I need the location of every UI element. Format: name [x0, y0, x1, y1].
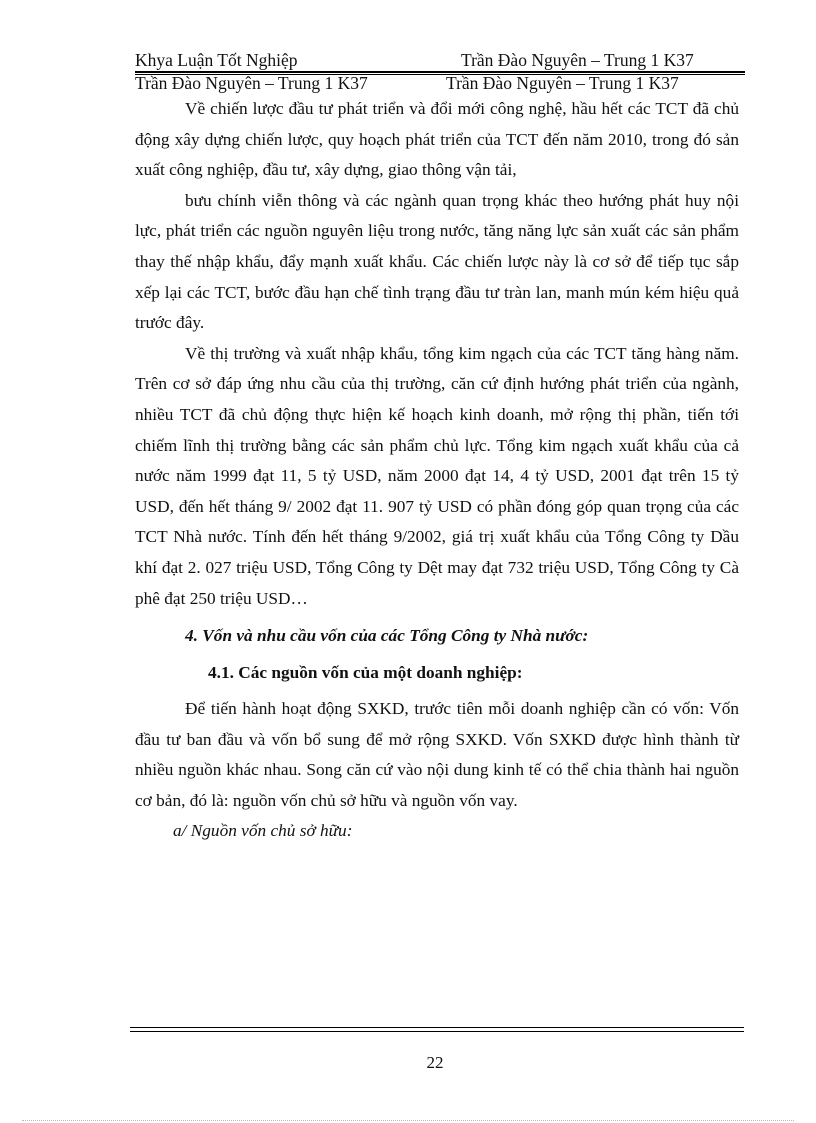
- paragraph-strategy-b: bưu chính viễn thông và các ngành quan trọng khác theo hướng phát huy nội lực, phát triển các nguồn nguyên liệu trong nước, tăng năng lực sản xuất các sản phẩm thay thế nhập khẩu, đẩy mạnh xuất khẩu. Các chiến lược này là cơ sở để tiếp tục sắp xếp lại các TCT, bước đầu hạn chế tình trạng đầu tư tràn lan, manh mún kém hiệu quả trước đây.: [135, 190, 739, 333]
- footer-rule-second: [130, 1031, 744, 1032]
- paragraph-strategy-a: Về chiến lược đầu tư phát triển và đổi mới công nghệ, hầu hết các TCT đã chủ động xây dựng chiến lược, quy hoạch phát triển của TCT đến năm 2010, trong đó sản xuất công nghiệp, đầu tư, xây dựng, giao thông vận tải,: [135, 99, 739, 180]
- subsection-heading-a: a/ Nguồn vốn chủ sở hữu:: [173, 821, 353, 841]
- section-heading-4: 4. Vốn và nhu cầu vốn của các Tổng Công ty Nhà nước:: [185, 626, 589, 646]
- section-heading-4-1: 4.1. Các nguồn vốn của một doanh nghiệp:: [208, 663, 523, 683]
- sub-header-left-text: Trần Đào Nguyên – Trung 1 K37: [135, 73, 368, 93]
- sub-header: [135, 72, 745, 94]
- paragraph-capital-sources: Để tiến hành hoạt động SXKD, trước tiên mỗi doanh nghiệp cần có vốn: Vốn đầu tư ban đầu và vốn bổ sung để mở rộng SXKD. Vốn SXKD được hình thành từ nhiều nguồn khác nhau. Song căn cứ vào nội dung kinh tế có thể chia thành hai nguồn cơ bản, đó là: nguồn vốn chủ sở hữu và nguồn vốn vay.: [135, 699, 739, 810]
- footer-rule: [130, 1027, 744, 1028]
- header-left-text: Khya Luận Tốt Nghiệp: [135, 50, 298, 70]
- sub-header-right-text: Trần Đào Nguyên – Trung 1 K37: [446, 73, 679, 93]
- page-number: 22: [426, 1053, 444, 1072]
- page-body: [135, 94, 739, 846]
- paragraph-market-export: Về thị trường và xuất nhập khẩu, tổng kim ngạch của các TCT tăng hàng năm. Trên cơ sở đáp ứng nhu cầu của thị trường, căn cứ định hướng phát triển của ngành, nhiều TCT đã chủ động thực hiện kế hoạch kinh doanh, mở rộng thị phần, tiến tới chiếm lĩnh thị trường bằng các sản phẩm chủ lực. Tổng kim ngạch xuất khẩu của cả nước năm 1999 đạt 11, 5 tỷ USD, năm 2000 đạt 14, 4 tỷ USD, 2001 đạt trên 15 tỷ USD, đến hết tháng 9/ 2002 đạt 11. 907 tỷ USD có phần đóng góp quan trọng của các TCT Nhà nước. Tính đến hết tháng 9/2002, giá trị xuất khẩu của Tổng Công ty Dầu khí đạt 2. 027 triệu USD, Tổng Công ty Dệt may đạt 732 triệu USD, Tổng Công ty Cà phê đạt 250 triệu USD…: [135, 343, 739, 608]
- page-edge-divider: [22, 1120, 794, 1121]
- header-right-text: Trần Đào Nguyên – Trung 1 K37: [461, 50, 694, 70]
